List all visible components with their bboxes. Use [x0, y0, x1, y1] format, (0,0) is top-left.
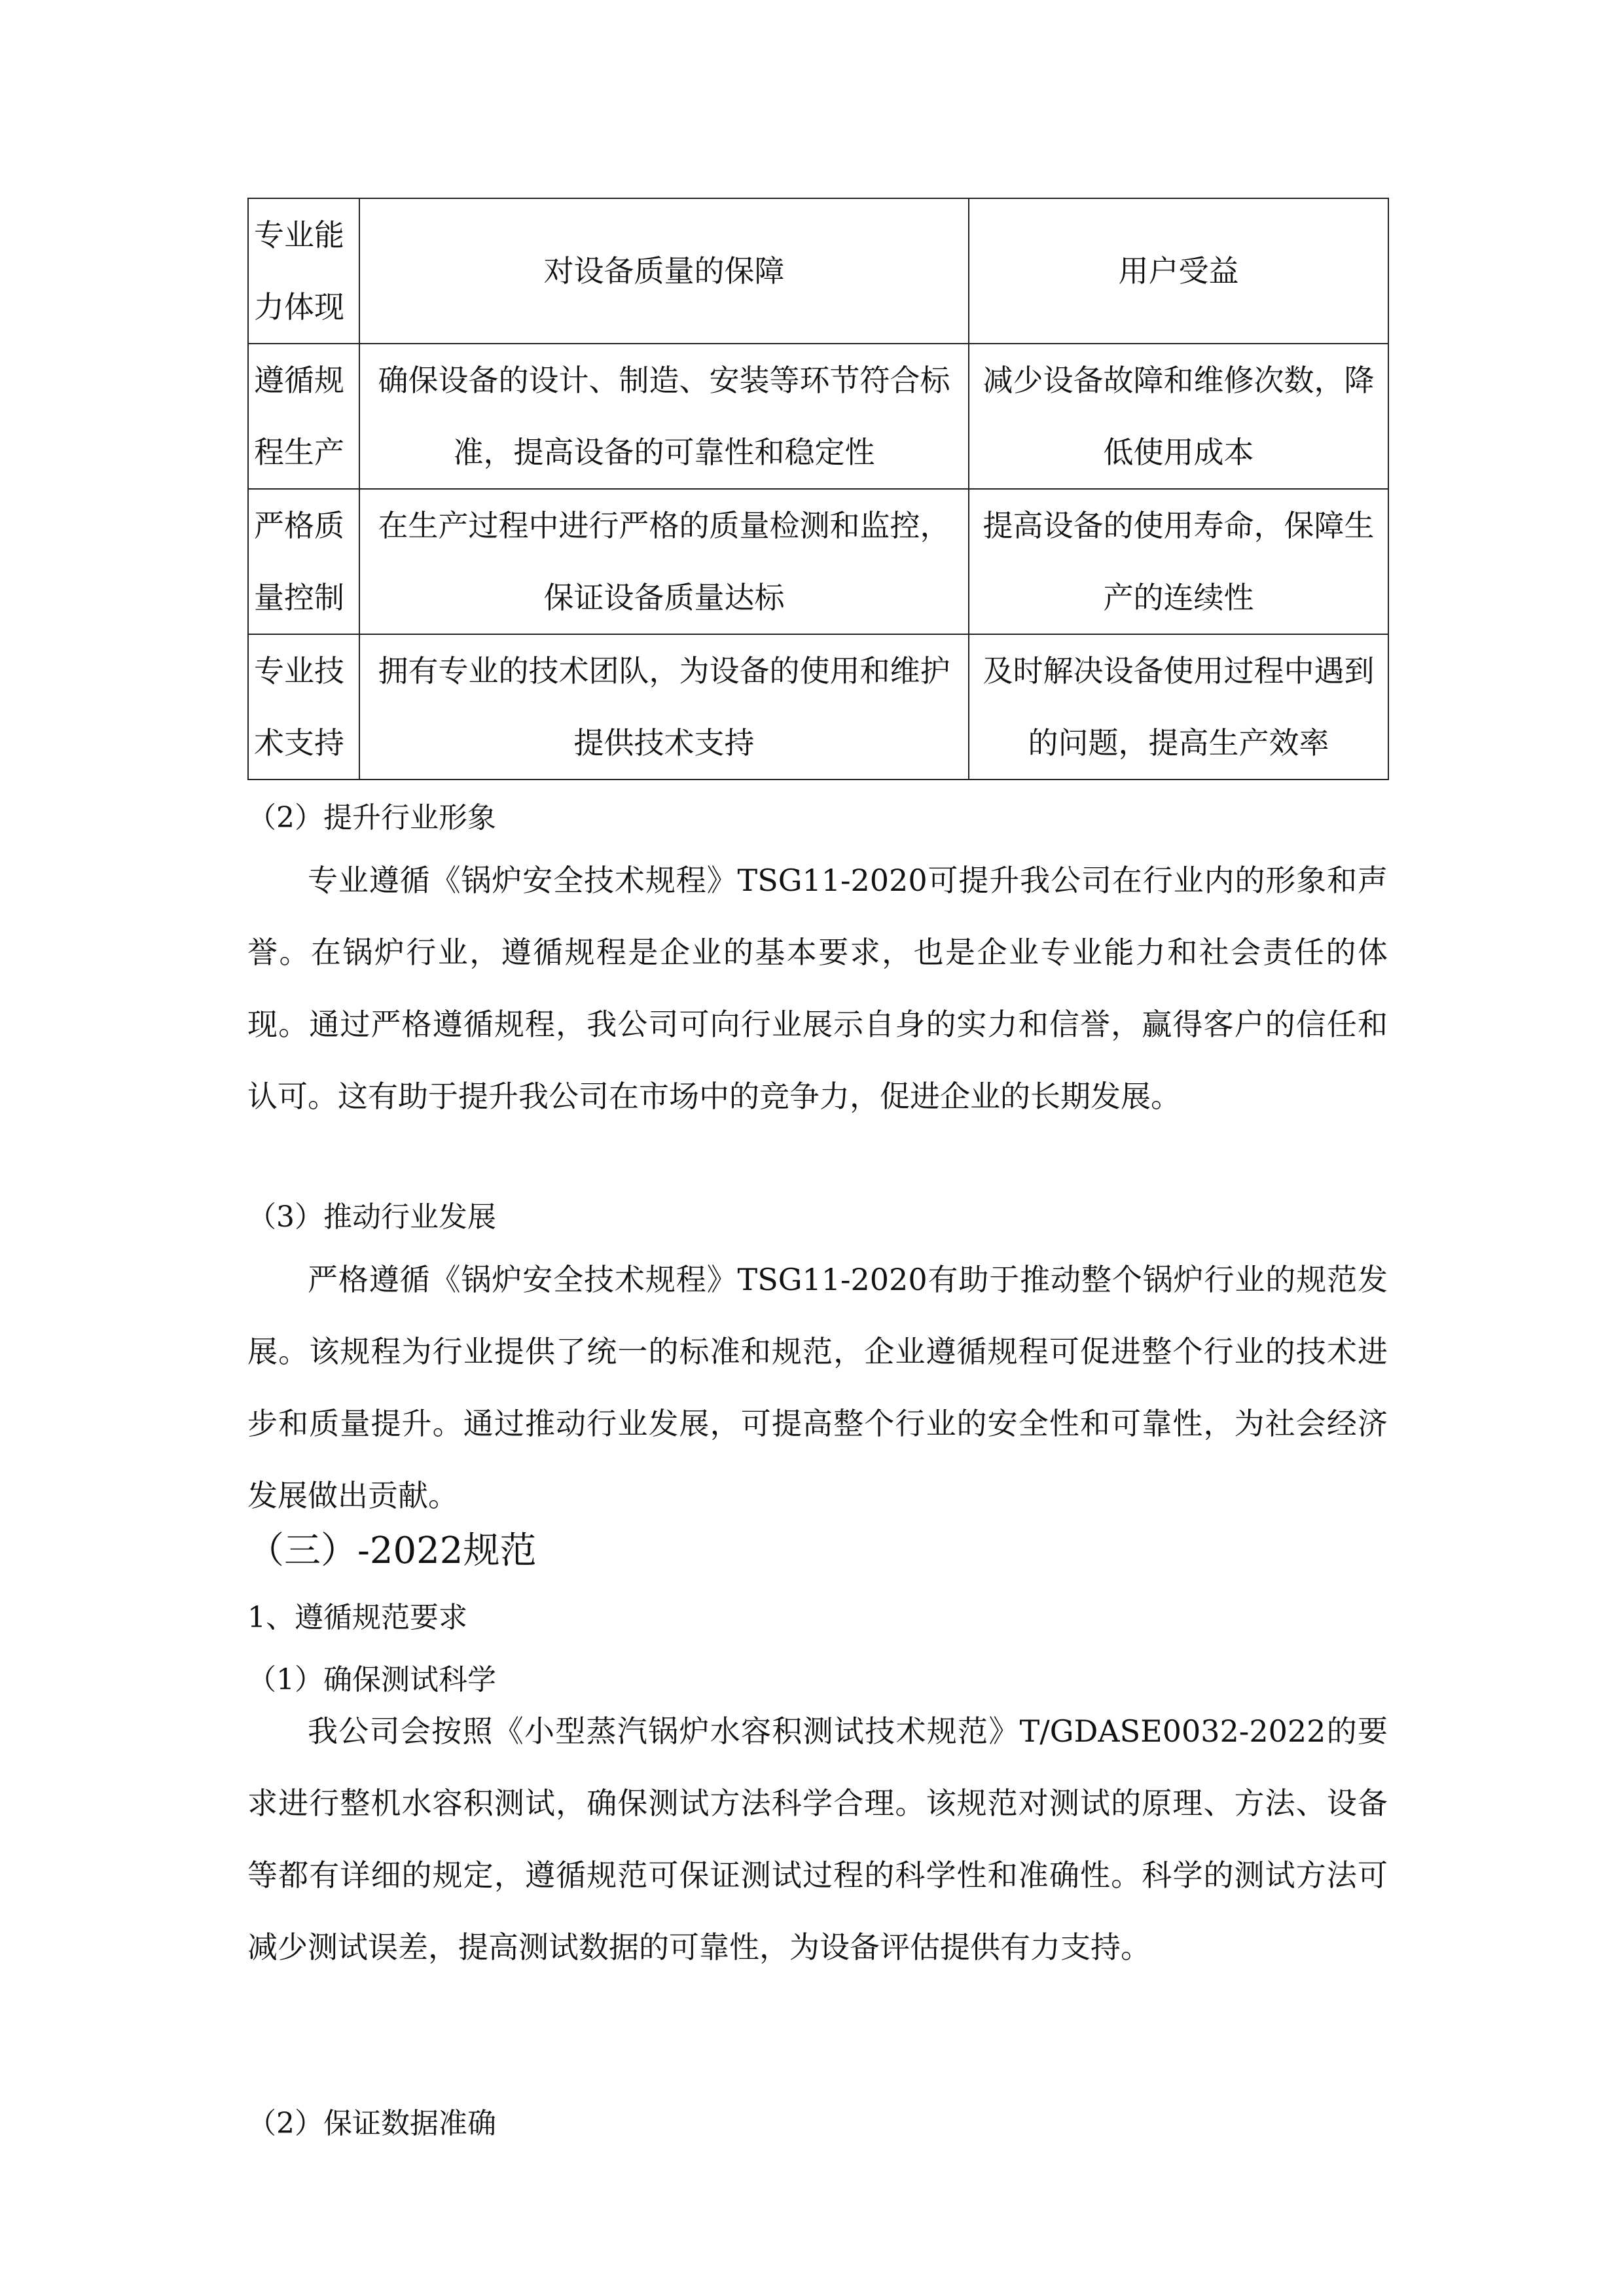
table-row: [248, 344, 1388, 489]
table-header-row: [248, 198, 1388, 344]
table-header-cell: 用户受益: [969, 198, 1388, 344]
body-paragraph: 我公司会按照《小型蒸汽锅炉水容积测试技术规范》T/GDASE0032-2022的要求进行整机水容积测试，确保测试方法科学合理。该规范对测试的原理、方法、设备等都有详细的规定，遵循规范可保证测试过程的科学性和准确性。科学的测试方法可减少测试误差，提高测试数据的可靠性，为设备评估提供有力支持。: [247, 1713, 1388, 1965]
body-paragraph: 严格遵循《锅炉安全技术规程》TSG11-2020有助于推动整个锅炉行业的规范发展。该规程为行业提供了统一的标准和规范，企业遵循规程可促进整个行业的技术进步和质量提升。通过推动行业发展，可提高整个行业的安全性和可靠性，为社会经济发展做出贡献。: [247, 1262, 1388, 1513]
table-cell: 确保设备的设计、制造、安装等环节符合标准，提高设备的可靠性和稳定性: [359, 344, 969, 489]
table-cell: 及时解决设备使用过程中遇到的问题，提高生产效率: [969, 634, 1388, 780]
table-row: [248, 489, 1388, 634]
table-cell: 专业技术支持: [248, 634, 359, 780]
table-cell: 拥有专业的技术团队，为设备的使用和维护提供技术支持: [359, 634, 969, 780]
table-header-cell: 对设备质量的保障: [359, 198, 969, 344]
table-cell: 减少设备故障和维修次数，降低使用成本: [969, 344, 1388, 489]
part-heading: （三）-2022规范: [247, 1530, 537, 1572]
table-header-cell: 专业能力体现: [248, 198, 359, 344]
section-heading: （3）推动行业发展: [247, 1200, 496, 1234]
item-heading: 1、遵循规范要求: [247, 1601, 467, 1634]
table-row: [248, 634, 1388, 780]
table-cell: 提高设备的使用寿命，保障生产的连续性: [969, 489, 1388, 634]
body-paragraph: 专业遵循《锅炉安全技术规程》TSG11-2020可提升我公司在行业内的形象和声誉。在锅炉行业，遵循规程是企业的基本要求，也是企业专业能力和社会责任的体现。通过严格遵循规程，我公司可向行业展示自身的实力和信誉，赢得客户的信任和认可。这有助于提升我公司在市场中的竞争力，促进企业的长期发展。: [247, 863, 1388, 1114]
table-cell: 严格质量控制: [248, 489, 359, 634]
section-heading: （2）提升行业形象: [247, 801, 496, 834]
table-cell: 在生产过程中进行严格的质量检测和监控，保证设备质量达标: [359, 489, 969, 634]
section-heading: （1）确保测试科学: [247, 1663, 496, 1696]
section-heading: （2）保证数据准确: [247, 2107, 496, 2140]
capability-table: [247, 198, 1389, 780]
table-cell: 遵循规程生产: [248, 344, 359, 489]
